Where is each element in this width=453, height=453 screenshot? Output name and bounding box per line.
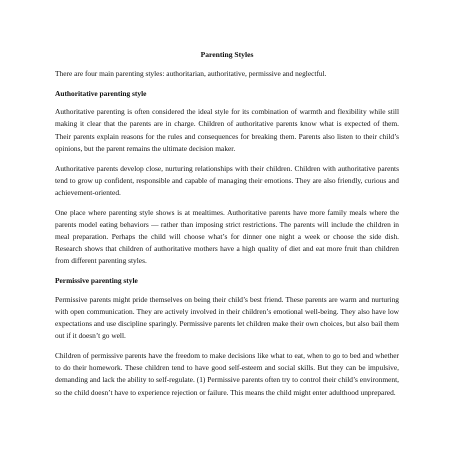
intro-paragraph: There are four main parenting styles: authoritarian, authoritative, permissive and neglectful. (55, 69, 327, 78)
permissive-paragraph-2: Children of permissive parents have the freedom to make decisions like what to eat, when to go to bed and whether to do their homework. These children tend to have good self-esteem and social skills. But they can be impulsive, demanding and lack the ability to self-regulate. (1) Permissive parents often try to control their child’s environment, so the child doesn’t have to experience rejection or failure. This means the child might enter adulthood unprepared. (55, 350, 399, 397)
section-heading-permissive: Permissive parenting style (55, 276, 138, 286)
section-heading-authoritative: Authoritative parenting style (55, 88, 147, 98)
authoritative-paragraph-3: One place where parenting style shows is at mealtimes. Authoritative parents have more family meals where the parents model eating behaviors — rather than imposing strict restrictions. The parents will include the children in meal preparation. Perhaps the child will choose what’s for dinner one night a week or choose the side dish. Research shows that children of authoritative mothers have a high quality of diet and eat more fruit than children from different parenting styles. (55, 207, 399, 266)
permissive-paragraph-1: Permissive parents might pride themselves on being their child’s best friend. These parents are warm and nurturing with open communication. They are actively involved in their children’s emotional well-being. They also have low expectations and use discipline sparingly. Permissive parents let children make their own choices, but also bail them out if it doesn’t go well. (55, 294, 399, 341)
authoritative-paragraph-2: Authoritative parents develop close, nurturing relationships with their children. Children with authoritative parents tend to grow up confident, responsible and capable of managing their emotions. They are also friendly, curious and achievement-oriented. (55, 163, 399, 197)
document-title: Parenting Styles (200, 50, 254, 59)
authoritative-paragraph-1: Authoritative parenting is often considered the ideal style for its combination of warmth and flexibility while still making it clear that the parents are in charge. Children of authoritative parents know what is expected of them. Their parents explain reasons for the rules and consequences for breaking them. Parents also listen to their child’s opinions, but the parent remains the ultimate decision maker. (55, 107, 399, 153)
